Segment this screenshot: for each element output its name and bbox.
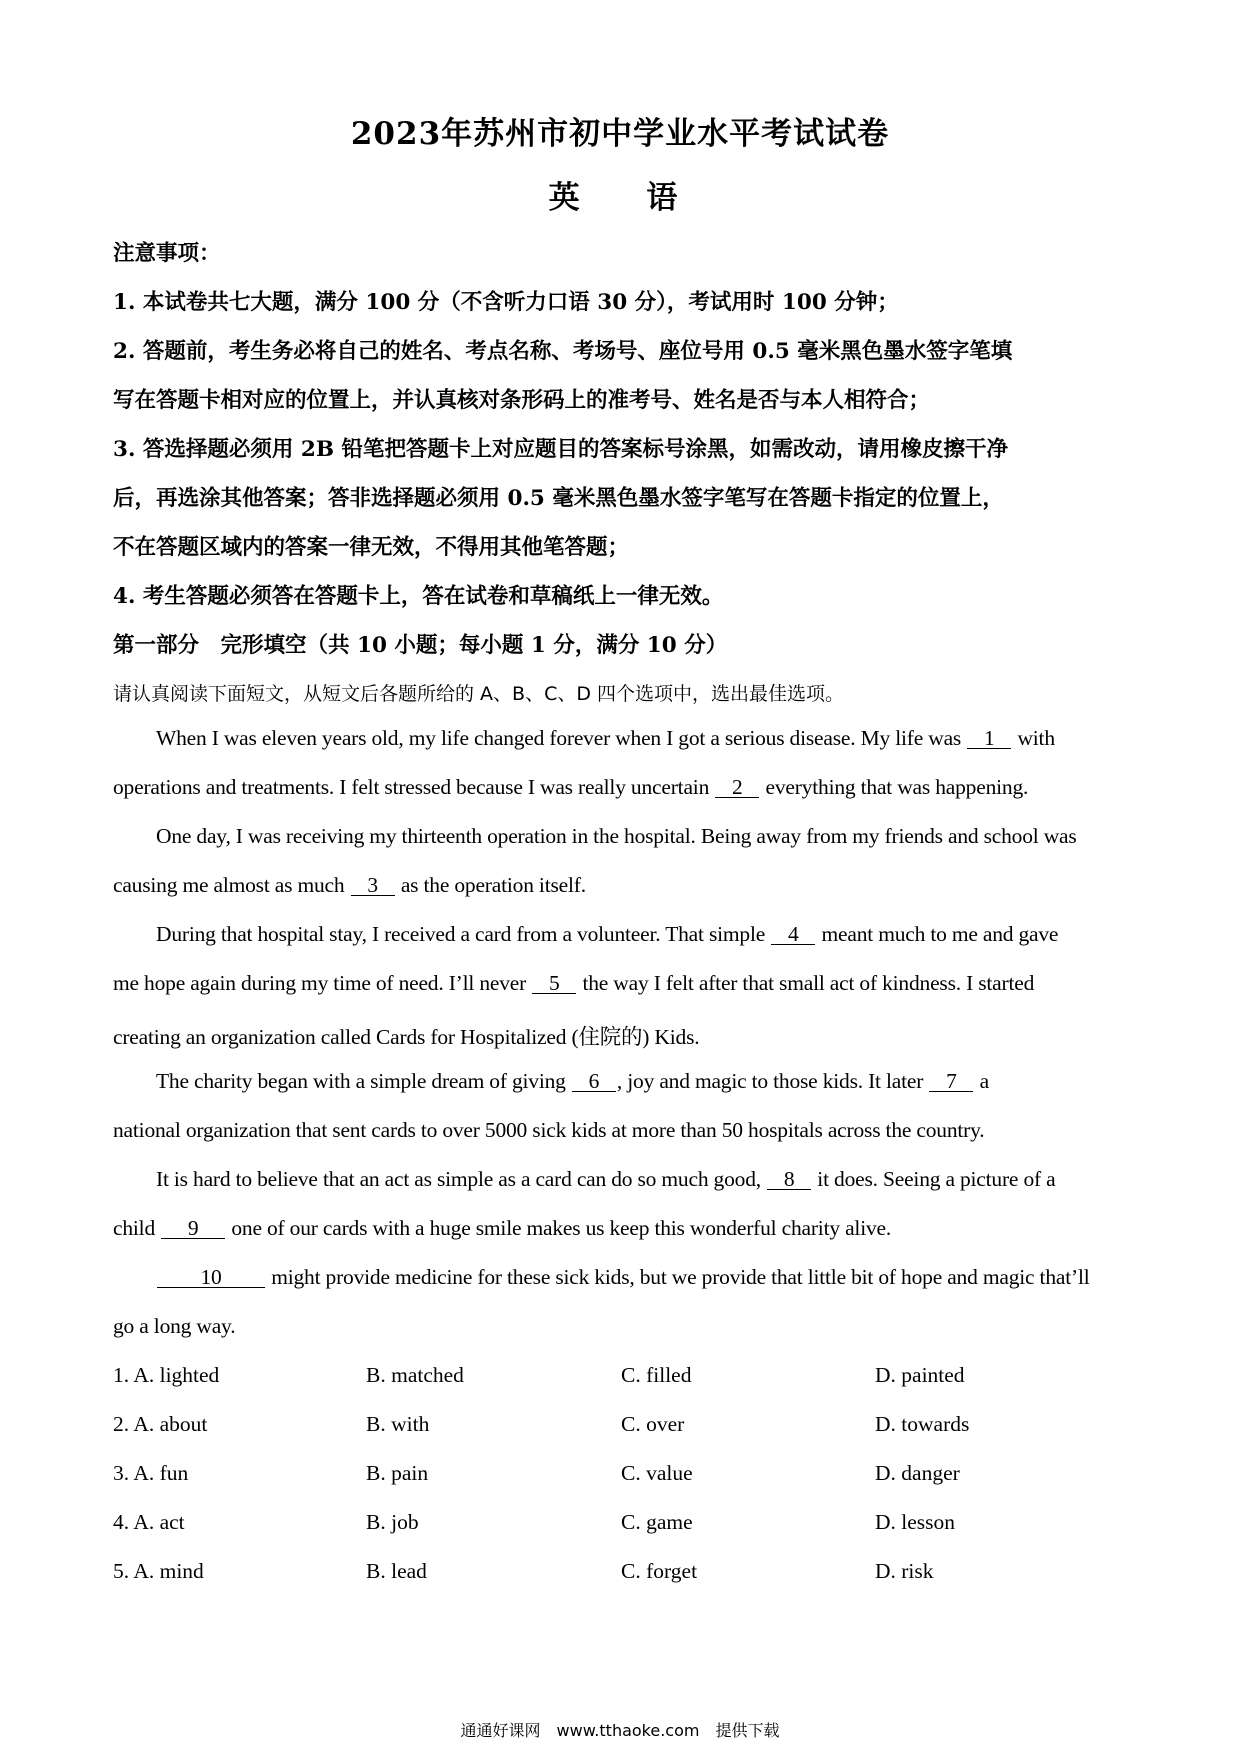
option-b: B. job [366,1510,419,1534]
blank-1: 1 [967,729,1011,749]
section-heading: 第一部分 完形填空（共 10 小题；每小题 1 分，满分 10 分） [113,633,728,658]
note-line: 1. 本试卷共七大题，满分 100 分（不含听力口语 30 分），考试用时 100 分钟； [113,290,899,315]
passage-line: operations and treatments. I felt stressed because I was really uncertain 2 everything that was happening. [113,775,1029,799]
option-b: B. matched [366,1363,464,1387]
blank-7: 7 [929,1072,973,1092]
option-a: 4. A. act [113,1510,185,1534]
blank-2: 2 [715,778,759,798]
blank-4: 4 [771,925,815,945]
option-c: C. over [621,1412,685,1436]
option-c: C. forget [621,1559,698,1583]
notes-heading: 注意事项： [113,241,221,266]
option-a: 2. A. about [113,1412,208,1436]
option-a: 3. A. fun [113,1461,189,1485]
passage-line: causing me almost as much 3 as the operation itself. [113,873,586,897]
option-d: D. danger [875,1461,960,1485]
note-line: 后，再选涂其他答案；答非选择题必须用 0.5 毫米黑色墨水签字笔写在答题卡指定的位置上， [113,486,1004,511]
passage-line: During that hospital stay, I received a card from a volunteer. That simple 4 meant much to me and gave [156,922,1059,946]
passage-line: When I was eleven years old, my life changed forever when I got a serious disease. My life was 1 with [156,726,1055,750]
option-b: B. with [366,1412,430,1436]
option-a: 1. A. lighted [113,1363,220,1387]
passage-line: child 9 one of our cards with a huge smile makes us keep this wonderful charity alive. [113,1216,892,1240]
option-d: D. towards [875,1412,970,1436]
option-b: B. pain [366,1461,429,1485]
note-line: 不在答题区域内的答案一律无效，不得用其他笔答题； [113,535,630,560]
passage-line: The charity began with a simple dream of giving 6 , joy and magic to those kids. It later 7 a [156,1069,989,1093]
blank-10: 10 [157,1268,265,1288]
page-footer: 通通好课网 www.tthaoke.com 提供下载 [460,1721,780,1740]
note-line: 4. 考生答题必须答在答题卡上，答在试卷和草稿纸上一律无效。 [113,584,724,609]
blank-6: 6 [572,1072,616,1092]
option-d: D. painted [875,1363,965,1387]
blank-9: 9 [161,1219,225,1239]
option-a: 5. A. mind [113,1559,204,1583]
option-c: C. game [621,1510,693,1534]
note-line: 写在答题卡相对应的位置上，并认真核对条形码上的准考号、姓名是否与本人相符合； [113,388,931,413]
passage-line: 10 might provide medicine for these sick kids, but we provide that little bit of hope and magic that’ll [156,1265,1090,1290]
section-instruction: 请认真阅读下面短文，从短文后各题所给的 A、B、C、D 四个选项中，选出最佳选项。 [113,683,845,705]
blank-8: 8 [767,1170,811,1190]
passage-line: go a long way. [113,1314,236,1338]
option-d: D. lesson [875,1510,956,1534]
option-c: C. filled [621,1363,692,1387]
passage-line: national organization that sent cards to over 5000 sick kids at more than 50 hospitals across the country. [113,1118,985,1142]
option-c: C. value [621,1461,693,1485]
option-d: D. risk [875,1559,934,1583]
option-b: B. lead [366,1559,427,1583]
subject-title: 英 语 [548,180,706,216]
blank-5: 5 [532,974,576,994]
blank-3: 3 [351,876,395,896]
note-line: 3. 答选择题必须用 2B 铅笔把答题卡上对应题目的答案标号涂黑，如需改动，请用橡皮擦干净 [113,437,1009,462]
passage-line: It is hard to believe that an act as simple as a card can do so much good, 8 it does. Seeing a picture of a [156,1167,1056,1191]
passage-line: creating an organization called Cards for Hospitalized (住院的) Kids. [113,1025,700,1049]
passage-line: One day, I was receiving my thirteenth operation in the hospital. Being away from my friends and school was [156,824,1077,848]
exam-title: 2023年苏州市初中学业水平考试试卷 [350,116,890,152]
passage-line: me hope again during my time of need. I’ll never 5 the way I felt after that small act of kindness. I started [113,971,1035,995]
note-line: 2. 答题前，考生务必将自己的姓名、考点名称、考场号、座位号用 0.5 毫米黑色墨水签字笔填 [113,339,1013,364]
